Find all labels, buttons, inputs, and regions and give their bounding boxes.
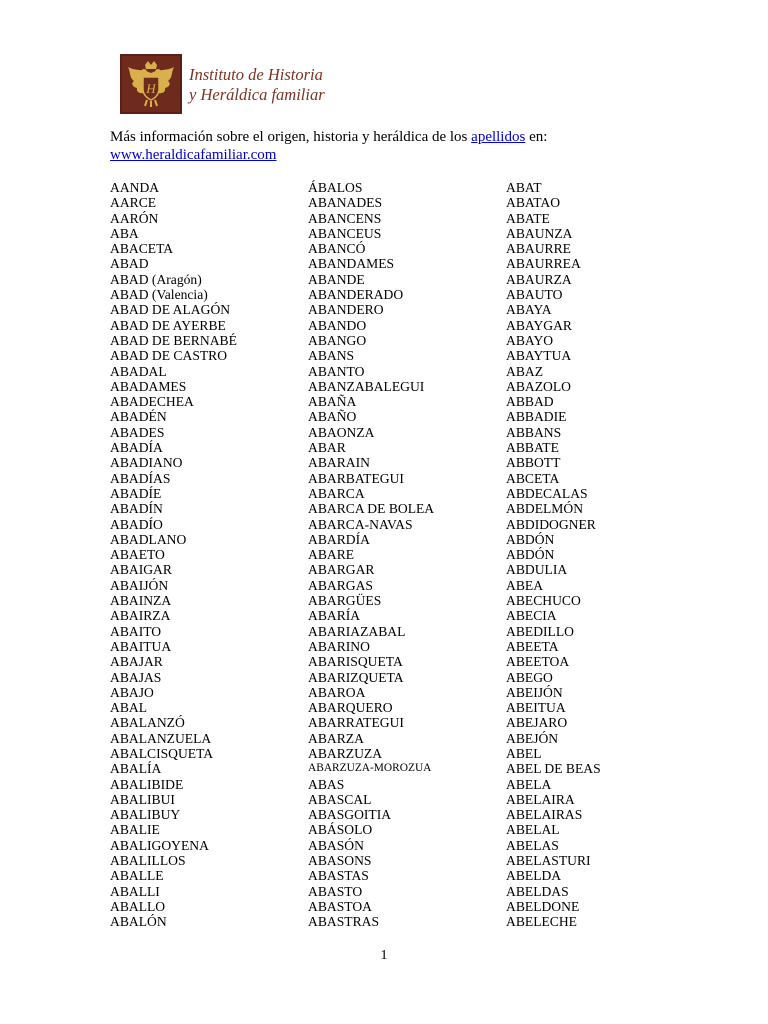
surname-entry: ABALÓN <box>110 914 167 930</box>
surname-entry: ABELAIRAS <box>506 807 583 823</box>
surname-entry: ABASGOITIA <box>308 807 392 823</box>
surname-entry: ABASCAL <box>308 791 372 807</box>
surname-entry: ABANCENS <box>308 210 382 226</box>
surname-entry: ABALANZÓ <box>110 715 185 731</box>
surname-entry: ABAINZA <box>110 593 172 609</box>
surname-entry: ABAJAR <box>110 654 163 670</box>
surname-entry: ABAIRZA <box>110 608 171 624</box>
surname-entry: ABBATE <box>506 440 559 456</box>
surname-entry: ABADIANO <box>110 455 183 471</box>
surname-entry: ABAD DE CASTRO <box>110 348 228 364</box>
surname-column-2 <box>308 180 434 930</box>
surname-entry: ABAITUA <box>110 638 172 654</box>
surname-entry: AARÓN <box>110 210 159 226</box>
surname-entry: ABAD DE ALAGÓN <box>110 302 231 318</box>
surname-entry: ABARISQUETA <box>308 654 403 670</box>
surname-entry: ABALCISQUETA <box>110 745 214 761</box>
surname-entry: ABACETA <box>110 241 174 257</box>
surname-entry: ÁBALOS <box>308 180 363 195</box>
surname-entry: ABARBATEGUI <box>308 470 404 486</box>
surname-entry: ABAURRE <box>506 241 571 257</box>
double-headed-eagle-crest-icon <box>120 54 182 114</box>
surname-entry: ABAR <box>308 440 346 456</box>
surname-entry: ABAJO <box>110 684 154 700</box>
surname-entry: ABAETO <box>110 547 165 563</box>
surname-entry: ABEJARO <box>506 715 568 731</box>
surname-entry: ABARIAZABAL <box>308 623 406 639</box>
surname-entry: ABAÑA <box>308 394 357 410</box>
surname-entry: ABARRATEGUI <box>308 715 404 731</box>
surname-entry: ABARZUZA-MOROZUA <box>308 762 432 775</box>
surname-entry: ABAZOLO <box>506 378 571 394</box>
surname-entry: ABADES <box>110 424 165 440</box>
surname-entry: ABATAO <box>506 195 561 211</box>
surname-entry: ABADLANO <box>110 531 187 547</box>
surname-entry: ABARGAR <box>308 562 375 578</box>
surname-entry: ABADAMES <box>110 378 187 394</box>
surname-entry: ABARÍA <box>308 608 361 624</box>
surname-entry: ABATE <box>506 210 550 226</box>
surname-entry: ABANDAMES <box>308 256 395 272</box>
surname-entry: ABAYGAR <box>506 317 572 333</box>
intro-text-before: Más información sobre el origen, historia y heráldica de los <box>110 129 472 145</box>
surname-entry: ABECIA <box>506 608 557 624</box>
surname-entry: ABELAS <box>506 837 559 853</box>
surname-entry: ABEL DE BEAS <box>506 761 601 777</box>
surname-entry: ABAD (Aragón) <box>110 271 202 287</box>
surname-entry: ABELA <box>506 776 552 792</box>
surname-entry: ABANCEUS <box>308 225 382 241</box>
intro-paragraph <box>110 128 547 164</box>
surname-entry: ABADÍAS <box>110 470 171 486</box>
surname-entry: ABARCA <box>308 485 365 501</box>
surname-entry: ABAROA <box>308 684 366 700</box>
surname-entry: ABELAIRA <box>506 791 575 807</box>
surname-entry: ABELDONE <box>506 898 580 914</box>
surname-entry: ABELASTURI <box>506 853 591 869</box>
surname-entry: ABAS <box>308 776 345 792</box>
surname-entry: ABBAD <box>506 394 554 410</box>
surname-entry: ABAURZA <box>506 271 572 287</box>
surname-entry: ABANCÓ <box>308 241 366 257</box>
surname-entry: ABELECHE <box>506 914 577 930</box>
surname-entry: ABDIDOGNER <box>506 516 596 532</box>
surname-entry: ABARQUERO <box>308 700 393 716</box>
surname-entry: ABDÓN <box>506 531 555 547</box>
surname-entry: ABARDÍA <box>308 531 370 547</box>
surname-entry: ABEIJÓN <box>506 684 563 700</box>
surname-entry: ABELDAS <box>506 883 569 899</box>
surname-entry: ABÁSOLO <box>308 822 373 838</box>
surname-entry: ABASTAS <box>308 868 369 884</box>
surname-entry: ABALLO <box>110 898 166 914</box>
surname-entry: ABAURREA <box>506 256 581 272</box>
surname-entry: ABAL <box>110 700 148 716</box>
surname-entry: ABEETA <box>506 638 559 654</box>
surname-entry: ABANDERADO <box>308 287 404 303</box>
surname-entry: ABAIJÓN <box>110 577 169 593</box>
surname-entry: ABAONZA <box>308 424 375 440</box>
surname-entry: ABAD DE BERNABÉ <box>110 332 237 348</box>
surname-entry: ABALIE <box>110 822 160 838</box>
surname-entry: ABBOTT <box>506 455 561 471</box>
surname-entry: ABASÓN <box>308 837 364 853</box>
logo-text <box>189 63 325 105</box>
page-number: 1 <box>380 948 388 963</box>
surname-entry: ABDULIA <box>506 562 568 578</box>
surname-entry: ABANTO <box>308 363 365 379</box>
intro-text-after: en: <box>525 129 548 145</box>
logo-monogram: H <box>146 81 156 96</box>
surname-entry: ABAD (Valencia) <box>110 287 208 303</box>
surname-entry: ABADAL <box>110 363 167 379</box>
surname-entry: ABARGÜES <box>308 593 382 609</box>
surname-entry: AARCE <box>110 195 157 211</box>
surname-entry: ABADECHEA <box>110 394 194 410</box>
surname-entry: ABBADIE <box>506 409 567 425</box>
surname-entry: ABDÓN <box>506 547 555 563</box>
surname-entry: ABARZUZA <box>308 745 383 761</box>
surname-entry: ABEETOA <box>506 654 570 670</box>
surname-entry: ABAUTO <box>506 287 563 303</box>
surname-entry: ABALIBIDE <box>110 776 184 792</box>
surname-entry: ABAD DE AYERBE <box>110 317 226 333</box>
surname-entry: ABEGO <box>506 669 553 685</box>
surname-entry: ABEA <box>506 577 544 593</box>
surname-entry: ABANDO <box>308 317 367 333</box>
website-link[interactable]: www.heraldicafamiliar.com <box>110 147 277 163</box>
surname-entry: ABEL <box>506 745 542 761</box>
surname-entry: ABAUNZA <box>506 225 573 241</box>
surname-entry: ABAYTUA <box>506 348 572 364</box>
surname-entry: ABALILLOS <box>110 853 186 869</box>
surname-entry: ABARE <box>308 547 355 563</box>
logo-line-2: y Heráldica familiar <box>189 85 325 104</box>
surname-entry: ABAZ <box>506 363 544 379</box>
surname-entry: ABALLI <box>110 883 160 899</box>
surname-entry: AANDA <box>110 180 160 195</box>
surname-entry: ABELAL <box>506 822 560 838</box>
surname-entry: ABAJAS <box>110 669 162 685</box>
apellidos-link[interactable]: apellidos <box>471 129 526 145</box>
surname-entry: ABARINO <box>308 638 370 654</box>
surname-column-3 <box>506 180 601 930</box>
surname-entry: ABARGAS <box>308 577 373 593</box>
surname-entry: ABARCA-NAVAS <box>308 516 413 532</box>
surname-entry: ABANS <box>308 348 355 364</box>
institute-logo <box>120 54 336 114</box>
surname-entry: ABADÍA <box>110 440 163 456</box>
surname-entry: ABAD <box>110 256 149 272</box>
surname-entry: ABBANS <box>506 424 562 440</box>
surname-entry: ABARCA DE BOLEA <box>308 501 435 517</box>
surname-entry: ABAYO <box>506 332 554 348</box>
surname-entry: ABEDILLO <box>506 623 574 639</box>
surname-entry: ABANGO <box>308 332 367 348</box>
surname-entry: ABAITO <box>110 623 162 639</box>
surname-entry: ABEJÓN <box>506 730 559 746</box>
surname-entry: ABA <box>110 225 139 241</box>
surname-entry: ABCETA <box>506 470 560 486</box>
surname-entry: ABARIZQUETA <box>308 669 404 685</box>
surname-entry: ABASTOA <box>308 898 372 914</box>
surname-entry: ABEITUA <box>506 700 566 716</box>
surname-column-1 <box>110 180 237 930</box>
surname-entry: ABAT <box>506 180 542 195</box>
surname-entry: ABALIGOYENA <box>110 837 209 853</box>
surname-entry: ABADÉN <box>110 409 167 425</box>
surname-entry: ABALIBUY <box>110 807 181 823</box>
surname-entry: ABDECALAS <box>506 485 588 501</box>
surname-entry: ABASONS <box>308 853 372 869</box>
surname-entry: ABADÍN <box>110 501 163 517</box>
surname-entry: ABELDA <box>506 868 562 884</box>
surname-entry: ABASTRAS <box>308 914 380 930</box>
surname-entry: ABALIBUI <box>110 791 175 807</box>
surname-entry: ABADÍE <box>110 485 162 501</box>
surname-entry: ABAÑO <box>308 409 357 425</box>
logo-line-1: Instituto de Historia <box>189 65 323 84</box>
surname-entry: ABECHUCO <box>506 593 581 609</box>
surname-entry: ABANZABALEGUI <box>308 378 425 394</box>
surname-entry: ABASTO <box>308 883 363 899</box>
surname-entry: ABAIGAR <box>110 562 172 578</box>
surname-entry: ABANADES <box>308 195 383 211</box>
surname-entry: ABDELMÓN <box>506 501 584 517</box>
surname-entry: ABARZA <box>308 730 364 746</box>
surname-entry: ABANDE <box>308 271 365 287</box>
surname-entry: ABADÍO <box>110 516 163 532</box>
surname-entry: ABANDERO <box>308 302 384 318</box>
surname-entry: ABALÍA <box>110 761 162 777</box>
surname-entry: ABALLE <box>110 868 164 884</box>
surname-entry: ABALANZUELA <box>110 730 212 746</box>
surname-entry: ABARAIN <box>308 455 370 471</box>
surname-entry: ABAYA <box>506 302 552 318</box>
